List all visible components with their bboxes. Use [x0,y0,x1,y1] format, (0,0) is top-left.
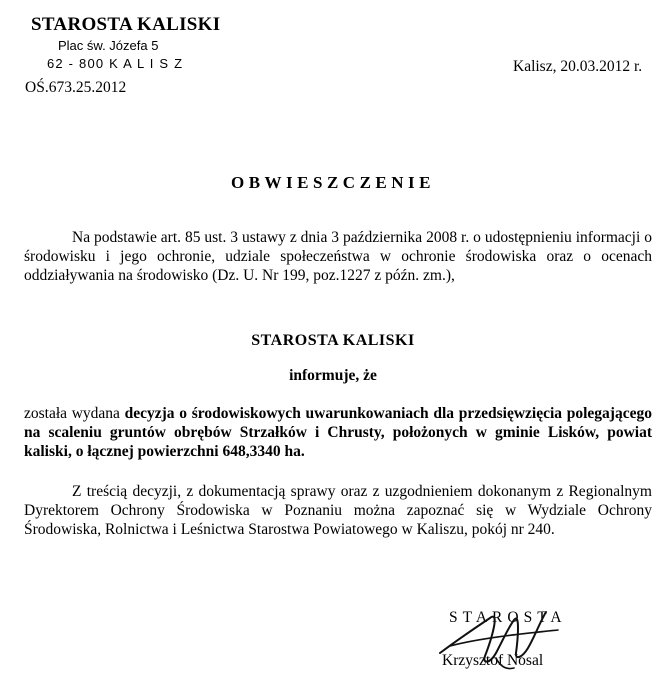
paragraph-documentation: Z treścią decyzji, z dokumentacją sprawy oraz z uzgodnieniem dokonanym z Regionalnym Dyrektorem Ochrony Środowiska w Poznaniu można zapoznać się w Wydziale Ochrony Środowiska, Rolnictwa i Leśnictwa Starostwa Powiatowego w Kaliszu, pokój nr 240. [24,483,652,538]
signature-title: STAROSTA [449,609,567,626]
informs-heading: informuje, że [289,367,377,384]
authority-name: STAROSTA KALISKI [31,14,221,35]
handwritten-signature [430,598,570,678]
address-street: Plac św. Józefa 5 [58,38,159,53]
address-city: 62 - 800 K A L I S Z [47,56,184,71]
authority-heading: STAROSTA KALISKI [251,332,415,349]
signatory-name: Krzysztof Nosal [442,652,544,669]
decision-details: decyzja o środowiskowych uwarunkowaniach dla przedsięwzięcia polegającego na scaleniu gruntów obrębów Strzałków i Chrusty, położonych w gminie Lisków, powiat kaliski, o łącznej powierzchni 648,3340 ha. [24,405,652,460]
document-title: OBWIESZCZENIE [231,173,435,192]
paragraph-decision [24,404,652,461]
reference-number: OŚ.673.25.2012 [25,79,127,96]
paragraph-legal-basis: Na podstawie art. 85 ust. 3 ustawy z dnia 3 października 2008 r. o udostępnieniu informacji o środowisku i jego ochronie, udziale społeczeństwa w ochronie środowiska oraz o ocenach oddziaływania na środowisko (Dz. U. Nr 199, poz.1227 z późn. zm.), [24,229,652,284]
decision-lead: została wydana [24,405,125,422]
document-date: Kalisz, 20.03.2012 r. [513,58,643,75]
